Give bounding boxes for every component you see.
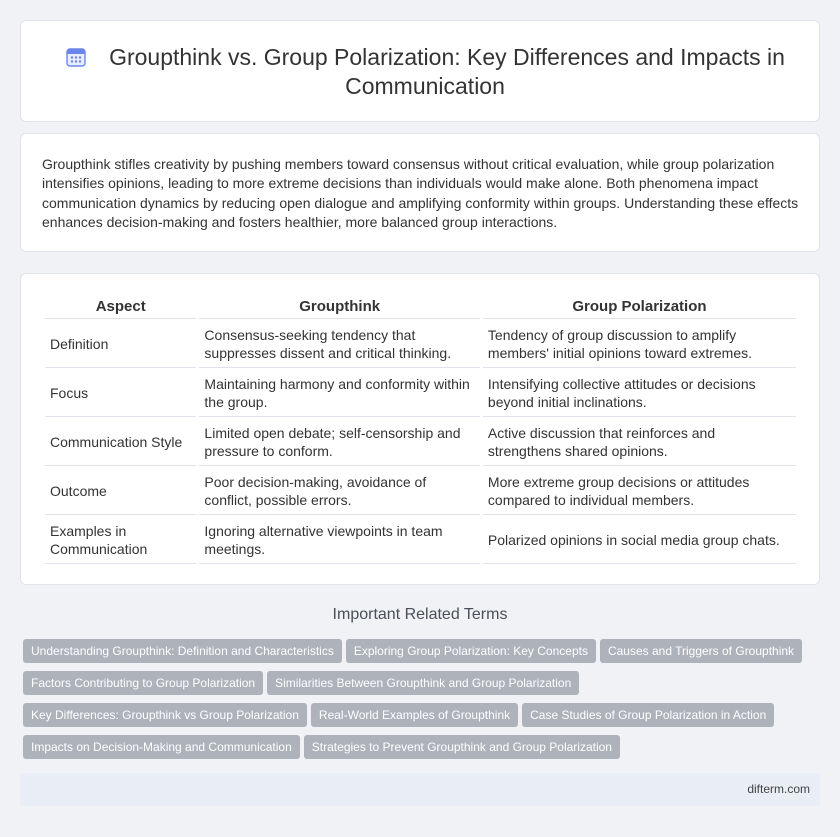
header-card xyxy=(20,20,820,122)
groupthink-cell: Limited open debate; self-censorship and pressure to conform. xyxy=(199,419,479,466)
related-term-tag[interactable]: Similarities Between Groupthink and Group Polarization xyxy=(267,671,579,695)
tag-row xyxy=(23,703,813,735)
polarization-cell: More extreme group decisions or attitudes compared to individual members. xyxy=(483,468,796,515)
page-title-text: Groupthink vs. Group Polarization: Key Differences and Impacts in Communication xyxy=(109,44,785,99)
related-term-tag[interactable]: Key Differences: Groupthink vs Group Polarization xyxy=(23,703,307,727)
table-header-row xyxy=(45,297,796,319)
intro-card xyxy=(20,133,820,252)
related-term-tag[interactable]: Understanding Groupthink: Definition and Characteristics xyxy=(23,639,342,663)
aspect-cell: Outcome xyxy=(45,468,196,515)
page-title xyxy=(51,43,799,101)
aspect-cell: Examples in Communication xyxy=(45,517,196,564)
related-term-tag[interactable]: Causes and Triggers of Groupthink xyxy=(600,639,802,663)
related-terms-list xyxy=(23,639,813,767)
groupthink-cell: Ignoring alternative viewpoints in team meetings. xyxy=(199,517,479,564)
polarization-cell: Polarized opinions in social media group chats. xyxy=(483,517,796,564)
related-term-tag[interactable]: Factors Contributing to Group Polarization xyxy=(23,671,263,695)
table-row xyxy=(45,419,796,466)
tag-row xyxy=(23,735,813,767)
groupthink-cell: Maintaining harmony and conformity within the group. xyxy=(199,370,479,417)
related-term-tag[interactable]: Exploring Group Polarization: Key Concepts xyxy=(346,639,596,663)
tag-row xyxy=(23,639,813,671)
related-term-tag[interactable]: Impacts on Decision-Making and Communication xyxy=(23,735,300,759)
aspect-cell: Focus xyxy=(45,370,196,417)
header-groupthink: Groupthink xyxy=(199,297,479,319)
header-aspect: Aspect xyxy=(45,297,196,319)
polarization-cell: Intensifying collective attitudes or decisions beyond initial inclinations. xyxy=(483,370,796,417)
table-row xyxy=(45,321,796,368)
intro-paragraph: Groupthink stifles creativity by pushing members toward consensus without critical evaluation, while group polarization intensifies opinions, leading to more extreme decisions than individuals would make alone. Both phenomena impact communication dynamics by reducing open dialogue and amplifying conformity within groups. Understanding these effects enhances decision-making and fosters healthier, more balanced group interactions. xyxy=(42,156,799,231)
footer-site-link[interactable]: difterm.com xyxy=(747,782,810,796)
related-terms-title: Important Related Terms xyxy=(332,606,508,623)
comparison-card xyxy=(20,273,820,585)
related-term-tag[interactable]: Case Studies of Group Polarization in Action xyxy=(522,703,774,727)
footer xyxy=(20,773,820,806)
header-group-polarization: Group Polarization xyxy=(483,297,796,319)
tag-row xyxy=(23,671,813,703)
table-row xyxy=(45,468,796,515)
table-row xyxy=(45,517,796,564)
polarization-cell: Active discussion that reinforces and strengthens shared opinions. xyxy=(483,419,796,466)
aspect-cell: Definition xyxy=(45,321,196,368)
groupthink-cell: Poor decision-making, avoidance of conflict, possible errors. xyxy=(199,468,479,515)
groupthink-cell: Consensus-seeking tendency that suppresses dissent and critical thinking. xyxy=(199,321,479,368)
aspect-cell: Communication Style xyxy=(45,419,196,466)
calendar-grid-icon xyxy=(65,46,87,68)
comparison-table xyxy=(42,295,799,566)
related-term-tag[interactable]: Real-World Examples of Groupthink xyxy=(311,703,518,727)
table-row xyxy=(45,370,796,417)
polarization-cell: Tendency of group discussion to amplify members' initial opinions toward extremes. xyxy=(483,321,796,368)
title-wrap xyxy=(51,43,799,101)
related-term-tag[interactable]: Strategies to Prevent Groupthink and Group Polarization xyxy=(304,735,620,759)
